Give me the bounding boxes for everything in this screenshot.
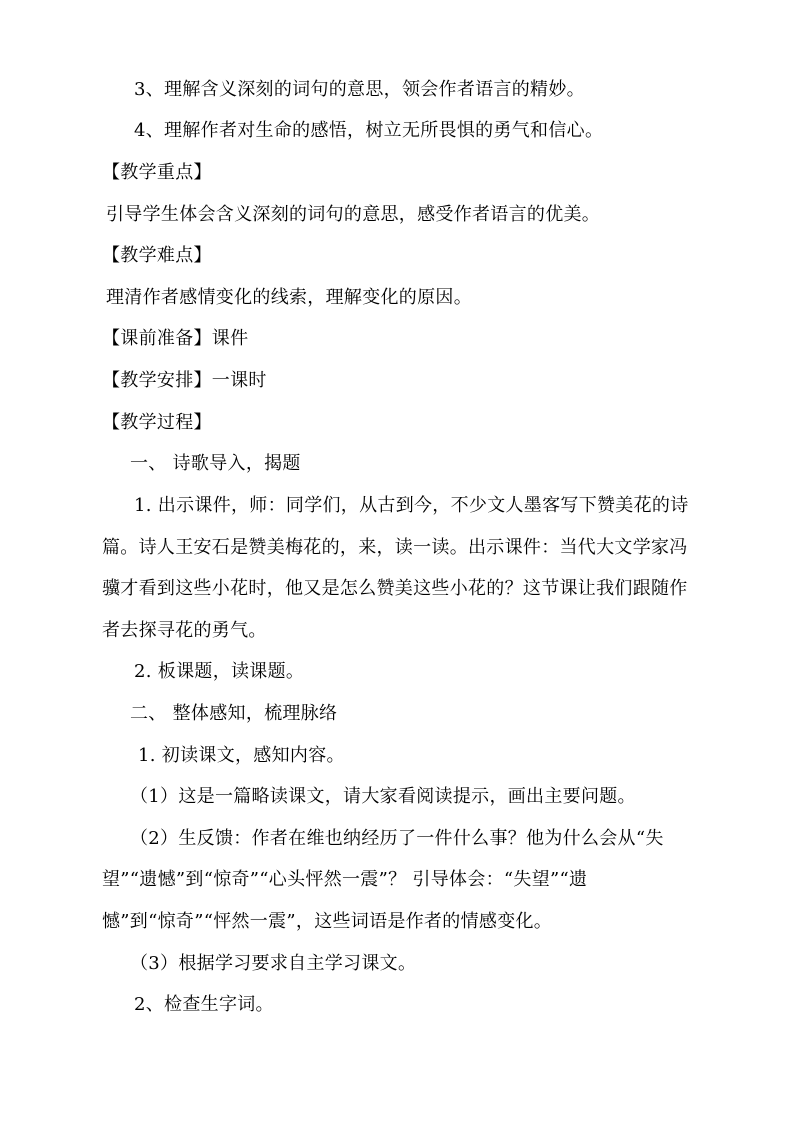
step-two-item-1-sub-1: （1）这是一篇略读课文，请大家看阅读提示，画出主要问题。 [130,786,636,807]
step-one-item-1-line-3: 骥才看到这些小花时，他又是怎么赞美这些小花的？这节课让我们跟随作 [102,578,688,599]
section-heading-preparation: 【课前准备】课件 [102,328,249,349]
step-one-item-1-line-1: 1. 出示课件，师：同学们，从古到今，不少文人墨客写下赞美花的诗 [134,495,689,516]
step-two-heading: 二、 整体感知，梳理脉络 [130,703,338,724]
step-two-item-1-sub-3: （3）根据学习要求自主学习课文。 [130,953,417,974]
step-one-heading: 一、 诗歌导入，揭题 [130,453,301,474]
objective-4: 4、理解作者对生命的感悟，树立无所畏惧的勇气和信心。 [134,120,604,141]
step-two-item-2: 2、检查生字词。 [134,994,274,1015]
section-heading-difficulties: 【教学难点】 [102,245,212,266]
step-one-item-1-line-2: 篇。诗人王安石是赞美梅花的，来，读一读。出示课件：当代大文学家冯 [102,537,688,558]
step-two-item-1-sub-2-line-3: 憾”到“惊奇”“怦然一震”，这些词语是作者的情感变化。 [102,911,553,932]
step-one-item-2: 2. 板课题，读课题。 [134,661,305,682]
section-heading-key-points: 【教学重点】 [102,162,212,183]
key-points-text: 引导学生体会含义深刻的词句的意思，感受作者语言的优美。 [106,204,601,225]
step-one-item-1-line-4: 者去探寻花的勇气。 [102,620,267,641]
section-heading-process: 【教学过程】 [102,412,212,433]
step-two-item-1-sub-2-line-1: （2）生反馈：作者在维也纳经历了一件什么事？他为什么会从“失 [130,828,664,849]
step-two-item-1: 1. 初读课文，感知内容。 [138,745,345,766]
objective-3: 3、理解含义深刻的词句的意思，领会作者语言的精妙。 [134,79,585,100]
difficulties-text: 理清作者感情变化的线索，理解变化的原因。 [106,287,472,308]
section-heading-arrangement: 【教学安排】一课时 [102,370,267,391]
step-two-item-1-sub-2-line-2: 望”“遗憾”到“惊奇”“心头怦然一震”？ 引导体会：“失望”“遗 [102,869,588,890]
